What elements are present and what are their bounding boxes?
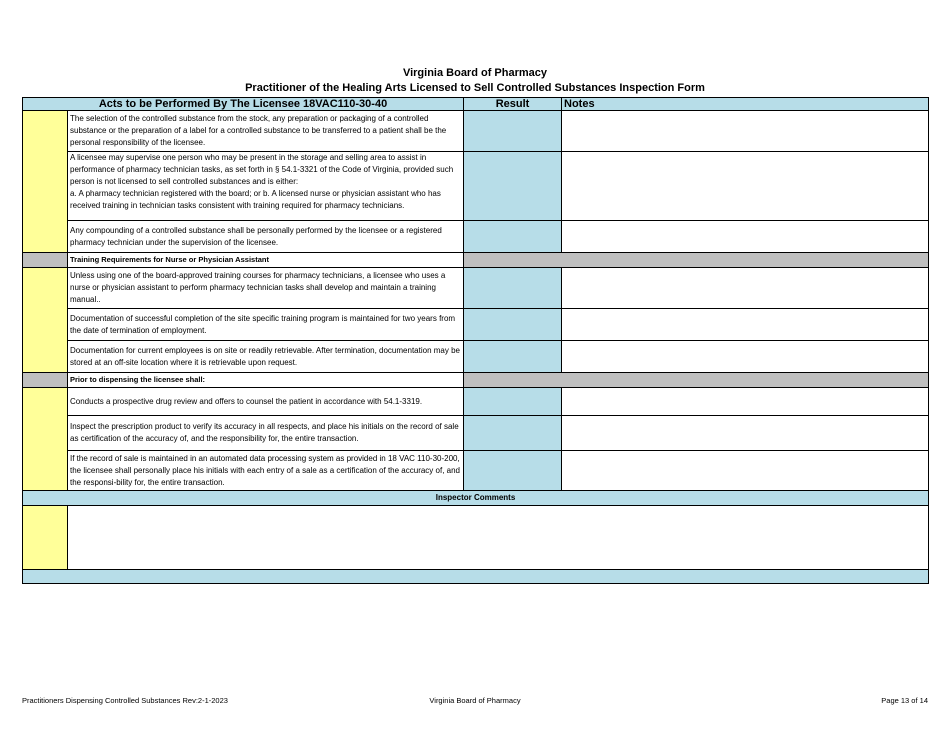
table-row [23, 416, 929, 451]
notes-cell[interactable] [562, 451, 929, 491]
table-header-row [23, 98, 929, 111]
result-cell[interactable] [464, 388, 562, 416]
inspection-table [22, 97, 929, 584]
result-cell[interactable] [464, 152, 562, 221]
requirement-text: Inspect the prescription product to verify its accuracy in all respects, and place his initials on the record of sale as certification of the accuracy of, and the responsibility for, the entire transaction. [68, 416, 464, 451]
yellow-marker-cell [23, 111, 68, 253]
comments-footer-bar [23, 570, 929, 584]
comments-footer-row [23, 570, 929, 584]
section-row [23, 373, 929, 388]
notes-column-header: Notes [562, 98, 929, 111]
comments-row [23, 506, 929, 570]
yellow-marker-cell [23, 268, 68, 373]
result-cell[interactable] [464, 341, 562, 373]
table-row [23, 451, 929, 491]
page-title: Virginia Board of Pharmacy [402, 67, 548, 79]
requirement-text: Documentation for current employees is on site or readily retrievable. After termination, documentation may be stored at an off-site location where it is retrievable upon request. [68, 341, 464, 373]
notes-cell[interactable] [562, 268, 929, 309]
table-row [23, 111, 929, 152]
result-cell[interactable] [464, 221, 562, 253]
requirement-main: A licensee may supervise one person who may be present in the storage and selling area to assist in performance of pharmacy technician tasks, as set forth in § 54.1-3321 of the Code of Virginia, provided such person is not licensed to sell controlled substances and is either: [70, 153, 454, 186]
inspector-comments-field[interactable] [68, 506, 929, 570]
requirement-text: Unless using one of the board-approved training courses for pharmacy technicians, a licensee who uses a nurse or physician assistant to perform pharmacy technician tasks shall develop and maintain a training manual.. [68, 268, 464, 309]
result-cell[interactable] [464, 416, 562, 451]
requirement-text [68, 152, 464, 221]
footer-page-number: Page 13 of 14 [881, 696, 928, 705]
notes-cell[interactable] [562, 309, 929, 341]
section-fill-cell [464, 373, 929, 388]
requirement-text: If the record of sale is maintained in an automated data processing system as provided in 18 VAC 110-30-200, the licensee shall personally place his initials with each entry of a sale as a certification of the accuracy of, and the responsi-bility for, the entire transaction. [68, 451, 464, 491]
notes-cell[interactable] [562, 152, 929, 221]
footer-center: Virginia Board of Pharmacy [429, 696, 521, 705]
section-marker-cell [23, 253, 68, 268]
result-column-header: Result [464, 98, 562, 111]
inspector-comments-title: Inspector Comments [23, 491, 929, 506]
requirement-text: Conducts a prospective drug review and offers to counsel the patient in accordance with 54.1-3319. [68, 388, 464, 416]
requirement-text: Any compounding of a controlled substance shall be personally performed by the licensee or a registered pharmacy technician under the supervision of the licensee. [68, 221, 464, 253]
form-title: Practitioner of the Healing Arts Licensed to Sell Controlled Substances Inspection Form [245, 82, 705, 94]
yellow-marker-cell [23, 388, 68, 491]
table-row [23, 309, 929, 341]
section-title-training: Training Requirements for Nurse or Physician Assistant [68, 253, 464, 268]
notes-cell[interactable] [562, 111, 929, 152]
section-title-dispensing: Prior to dispensing the licensee shall: [68, 373, 464, 388]
notes-cell[interactable] [562, 388, 929, 416]
result-cell[interactable] [464, 111, 562, 152]
footer-left: Practitioners Dispensing Controlled Substances Rev:2-1-2023 [22, 696, 228, 705]
table-row [23, 268, 929, 309]
result-cell[interactable] [464, 451, 562, 491]
section-marker-cell [23, 373, 68, 388]
table-row [23, 152, 929, 221]
requirement-text: Documentation of successful completion of the site specific training program is maintained for two years from the date of termination of employment. [68, 309, 464, 341]
section-fill-cell [464, 253, 929, 268]
result-cell[interactable] [464, 268, 562, 309]
section-row [23, 253, 929, 268]
acts-column-header: Acts to be Performed By The Licensee 18VAC110-30-40 [23, 98, 464, 111]
notes-cell[interactable] [562, 341, 929, 373]
yellow-marker-cell [23, 506, 68, 570]
table-row [23, 341, 929, 373]
requirement-text: The selection of the controlled substance from the stock, any preparation or packaging of a controlled substance or the preparation of a label for a controlled substance to be transferred to a patient shall be the personal responsibility of the licensee. [68, 111, 464, 152]
notes-cell[interactable] [562, 416, 929, 451]
table-row [23, 388, 929, 416]
requirement-sub: a. A pharmacy technician registered with the board; or b. A licensed nurse or physician assistant who has received training in technician tasks consistent with training required for pharmacy technicians. [70, 189, 441, 210]
table-row [23, 221, 929, 253]
notes-cell[interactable] [562, 221, 929, 253]
result-cell[interactable] [464, 309, 562, 341]
comments-header-row [23, 491, 929, 506]
